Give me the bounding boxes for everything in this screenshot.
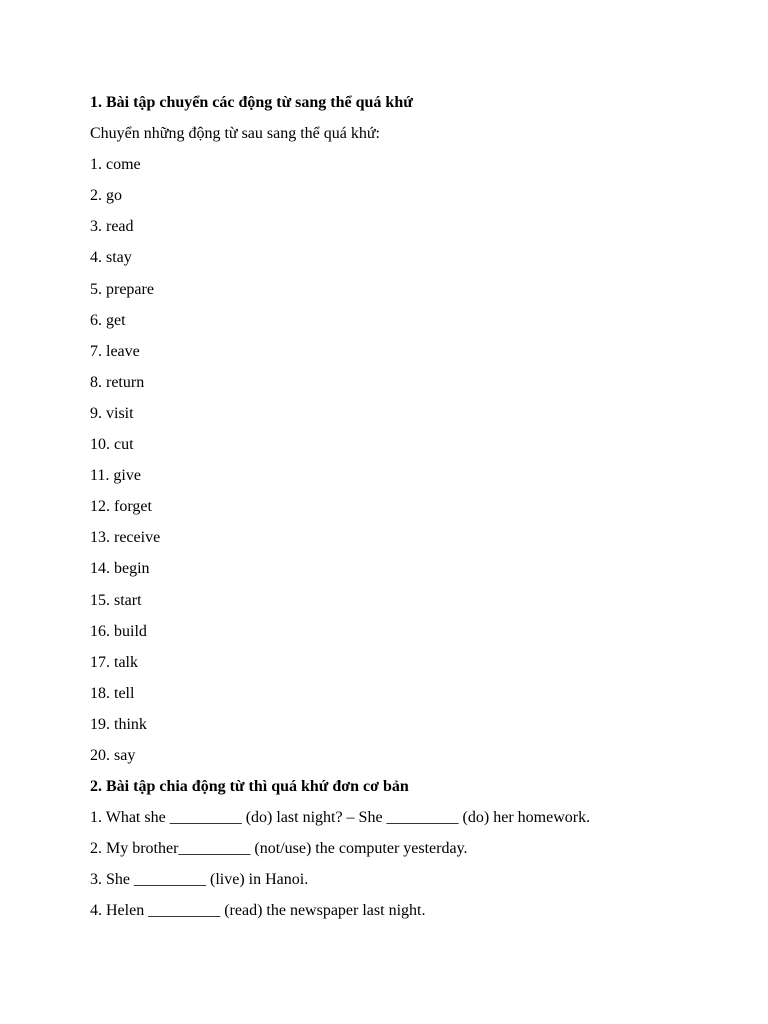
exercise-item: 1. What she _________ (do) last night? – She _________ (do) her homework. [90, 809, 591, 827]
verb-list-item: 13. receive [90, 529, 161, 547]
section2-heading: 2. Bài tập chia động từ thì quá khứ đơn cơ bản [90, 778, 409, 796]
verb-list-item: 7. leave [90, 342, 140, 360]
section2-exercise-list [90, 807, 730, 931]
verb-list-item: 3. read [90, 218, 134, 236]
verb-list-item: 4. stay [90, 249, 132, 267]
verb-list-item: 15. start [90, 591, 142, 609]
verb-list-item: 16. build [90, 622, 147, 640]
verb-list-item: 6. get [90, 311, 126, 329]
exercise-item: 3. She _________ (live) in Hanoi. [90, 871, 309, 889]
section1-verb-list [90, 154, 730, 776]
exercise-item: 2. My brother_________ (not/use) the computer yesterday. [90, 840, 468, 858]
verb-list-item: 17. talk [90, 653, 138, 671]
verb-list-item: 1. come [90, 156, 141, 174]
verb-list-item: 9. visit [90, 404, 134, 422]
verb-list-item: 20. say [90, 746, 136, 764]
verb-list-item: 19. think [90, 715, 147, 733]
section1-heading: 1. Bài tập chuyển các động từ sang thể quá khứ [90, 94, 413, 111]
verb-list-item: 12. forget [90, 498, 152, 516]
verb-list-item: 14. begin [90, 560, 150, 578]
verb-list-item: 5. prepare [90, 280, 154, 298]
section1-instruction: Chuyển những động từ sau sang thể quá khứ: [90, 125, 380, 143]
verb-list-item: 2. go [90, 187, 122, 205]
verb-list-item: 11. give [90, 467, 141, 485]
verb-list-item: 8. return [90, 373, 145, 391]
verb-list-item: 18. tell [90, 684, 135, 702]
document-page [90, 92, 730, 932]
exercise-item: 4. Helen _________ (read) the newspaper last night. [90, 902, 426, 920]
verb-list-item: 10. cut [90, 436, 134, 454]
